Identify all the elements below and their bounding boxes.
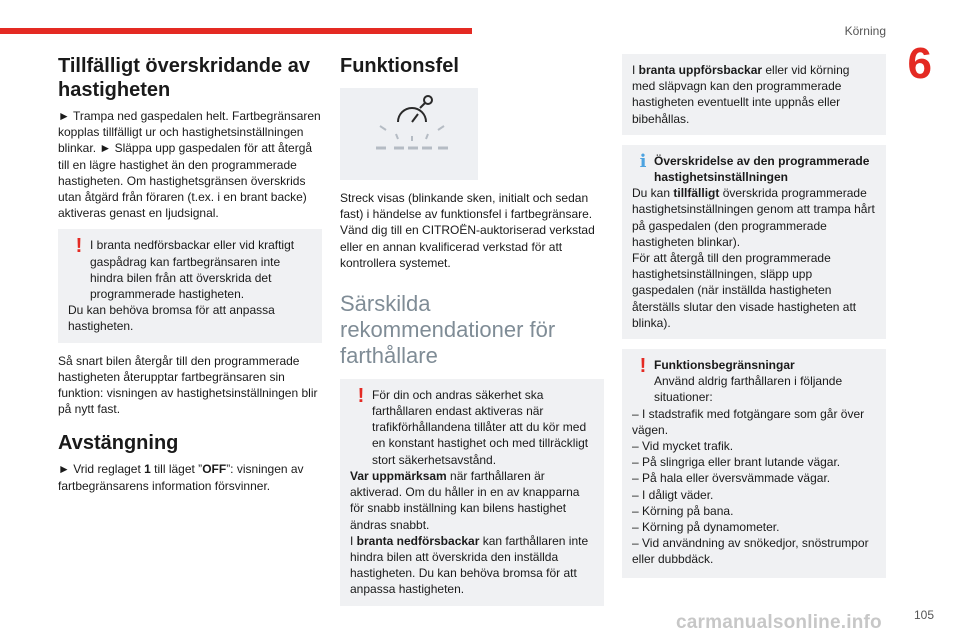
list-item: – I stadstrafik med fotgängare som går över vägen. xyxy=(632,406,865,437)
info-title: Överskridelse av den programmerade hastighetsinställningen xyxy=(654,153,870,185)
chapter-number: 6 xyxy=(907,39,932,88)
bold-frag: Var uppmärksam xyxy=(350,468,447,483)
text-frag: eller vid körning med släpvagn kan den programmerade hastigheten eventuellt inte uppnås eller bibehållas. xyxy=(632,63,850,126)
list-item: – Körning på dynamometer. xyxy=(632,520,780,535)
column-left xyxy=(58,54,322,502)
info-box-overspeed xyxy=(622,145,886,339)
column-middle xyxy=(340,54,604,616)
paragraph-resume: Så snart bilen återgår till den programmerade hastigheten återupptar fartbegränsaren sin funktion: visningen av hastighetsinställningen blir på nytt fast. xyxy=(58,353,318,417)
page-number: 105 xyxy=(913,608,934,622)
warning-text-2: Du kan behöva bromsa för att anpassa hastigheten. xyxy=(68,303,275,334)
heading-switch-off: Avstängning xyxy=(58,432,179,455)
text-line: ► Släppa upp gaspedalen för att återgå till en lägre hastighet än den programmerade hastigheten. xyxy=(58,141,313,188)
paragraph-overspeed xyxy=(58,108,322,221)
warning-text-3 xyxy=(350,533,594,598)
warning-text-2 xyxy=(350,468,594,533)
warning-text: Använd aldrig farthållaren i följande situationer: xyxy=(654,374,843,405)
header-accent-bar xyxy=(0,28,472,34)
bold-frag: branta nedförsbackar xyxy=(356,533,480,548)
warning-box-limitations xyxy=(622,349,886,578)
bold-frag: OFF xyxy=(202,462,227,477)
list-item: – På hala eller översvämmade vägar. xyxy=(632,471,831,486)
text-frag: kan farthållaren inte hindra bilen att överskrida den inställda hastigheten. Du kan behöva bromsa för att anpassa hastigheten. xyxy=(350,533,589,597)
text-line: Om hastighetsgränsen överskrids utan åtgärd från föraren (t.ex. i en brant backe) aktiveras genast en ljudsignal. xyxy=(58,173,307,221)
text-frag: ”: visningen av fartbegränsarens information försvinner. xyxy=(58,462,304,493)
text-frag: I xyxy=(350,533,357,548)
speed-fault-illustration xyxy=(340,88,478,180)
list-item: – På slingriga eller brant lutande vägar. xyxy=(632,455,841,470)
text-frag: I xyxy=(632,63,639,77)
heading-special-recommendations: Särskilda rekommendationer för farthållare xyxy=(340,291,556,368)
list-item: – Vid mycket trafik. xyxy=(632,439,734,454)
warning-icon: ! xyxy=(357,384,365,407)
warning-icon: ! xyxy=(639,355,647,378)
column-right xyxy=(622,54,886,588)
section-title: Körning xyxy=(844,24,886,38)
warning-box-downhill xyxy=(58,229,322,342)
bold-frag: 1 xyxy=(144,462,151,477)
info-text-2: För att återgå till den programmerade hastighetsinställningen, släpp upp gaspedalen (när inställda hastigheten återställs slutar den visade hastigheten att blinka). xyxy=(632,251,857,330)
heading-temporary-overspeed: Tillfälligt överskridande av hastigheten xyxy=(58,55,310,101)
speedometer-fault-icon xyxy=(340,88,478,180)
text-frag: Du kan xyxy=(632,186,674,201)
bold-frag: branta uppförsbackar xyxy=(638,63,763,77)
text-frag: överskrida programmerade hastighetsinställningen genom att trampa hårt på gaspedalen (den programmerade hastigheten blinkar). xyxy=(632,186,875,249)
warning-head xyxy=(654,357,876,406)
warning-text: I branta nedförsbackar eller vid kraftigt gaspådrag kan fartbegränsaren inte hindra bilen från att överskrida det programmerade hastigheten. xyxy=(90,238,295,302)
heading-malfunction: Funktionsfel xyxy=(340,55,459,77)
list-item: – Körning på bana. xyxy=(632,503,734,518)
paragraph-switch-off xyxy=(58,461,322,493)
list-item: – Vid användning av snökedjor, snöstrumpor eller dubbdäck. xyxy=(632,536,869,567)
paragraph-malfunction: Streck visas (blinkande sken, initialt och sedan fast) i händelse av funktionsfel i fartbegränsare. Vänd dig till en CITROËN-auktoriserad verkstad eller en annan kvalificerad verkstad för att kontrollera systemet. xyxy=(340,191,595,270)
warning-title: Funktionsbegränsningar xyxy=(654,358,795,373)
info-text xyxy=(632,185,876,250)
warning-box-safety xyxy=(340,379,604,606)
text-frag: när farthållaren är aktiverad. Om du håller in en av knapparna för snabb inställning kan bilens hastighet ändras snabbt. xyxy=(350,468,580,532)
watermark: carmanualsonline.info xyxy=(676,612,882,633)
info-icon: i xyxy=(639,150,647,172)
text-frag: ► Vrid reglaget xyxy=(58,462,145,477)
note-box-uphill xyxy=(622,54,886,135)
text-line: ► Trampa ned gaspedalen helt. xyxy=(58,109,229,123)
list-item: – I dåligt väder. xyxy=(632,487,714,502)
text-frag: till läget ” xyxy=(150,462,203,477)
warning-icon: ! xyxy=(75,235,83,258)
bold-frag: tillfälligt xyxy=(673,186,720,201)
warning-text: För din och andras säkerhet ska farthållaren endast aktiveras när trafikförhållandena tillåter att du kör med en konstant hastighet och med tillräckligt stort säkerhetsavstånd. xyxy=(372,387,589,467)
text-line: Fartbegränsaren kopplas tillfälligt ur och hastighetsinställningen blinkar. xyxy=(58,109,321,156)
